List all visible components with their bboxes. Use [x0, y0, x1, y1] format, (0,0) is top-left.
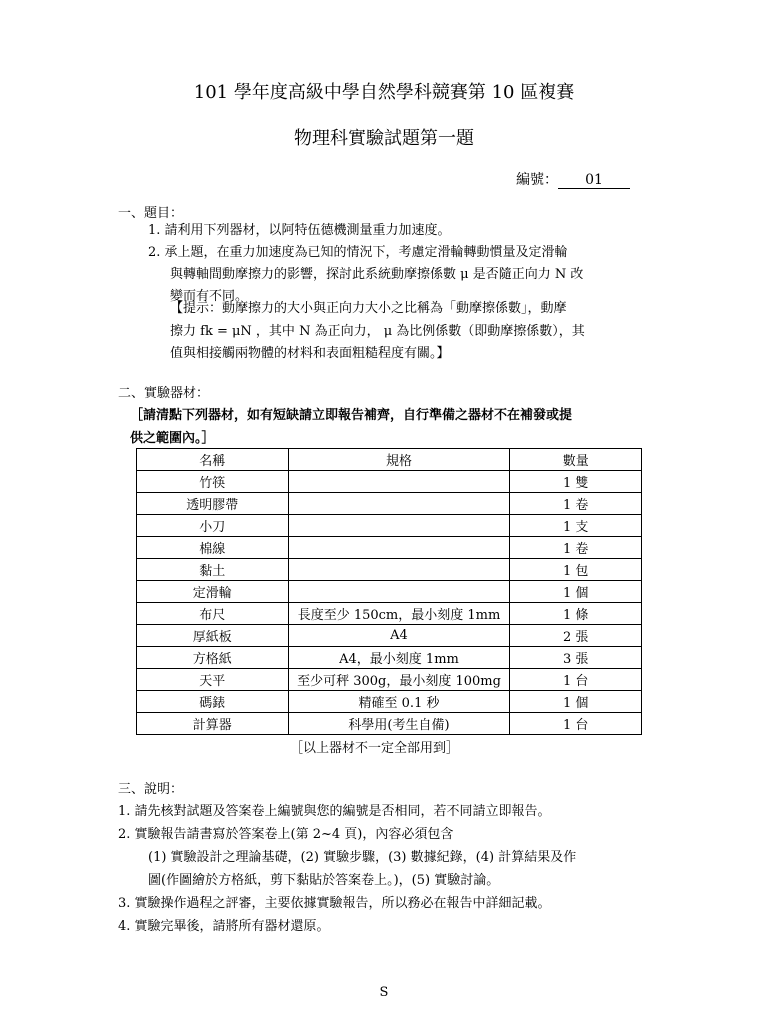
item-name-cell: 碼錶 — [137, 691, 289, 713]
table-row — [137, 669, 642, 691]
table-row — [137, 713, 642, 735]
table-row — [137, 471, 642, 493]
serial-label: 編號： — [516, 172, 558, 188]
item-qty-cell: 1 支 — [510, 515, 642, 537]
table-row — [137, 603, 642, 625]
section2-heading: 二、實驗器材： — [118, 386, 210, 401]
section1-item2-line3: 變而有不同。 — [170, 289, 249, 304]
item-spec-cell: A4 — [288, 625, 510, 647]
item-name-cell: 厚紙板 — [137, 625, 289, 647]
item-spec-cell: 規格 — [288, 449, 510, 471]
item-name-cell: 計算器 — [137, 713, 289, 735]
item-name-cell: 定滑輪 — [137, 581, 289, 603]
page-title: 101 學年度高級中學自然學科競賽第 10 區複賽 — [193, 82, 575, 103]
item-qty-cell: 1 條 — [510, 603, 642, 625]
item-spec-cell: 科學用(考生自備) — [288, 713, 510, 735]
item-qty-cell: 1 包 — [510, 559, 642, 581]
item-name-cell: 小刀 — [137, 515, 289, 537]
table-row — [137, 537, 642, 559]
table-row — [137, 647, 642, 669]
section3-item3: 3. 實驗操作過程之評審，主要依據實驗報告，所以務必在報告中詳細記載。 — [118, 896, 551, 911]
item-spec-cell: 長度至少 150cm，最小刻度 1mm — [288, 603, 510, 625]
serial-number — [516, 169, 630, 189]
item-spec-cell — [288, 581, 510, 603]
item-spec-cell — [288, 559, 510, 581]
item-name-cell: 名稱 — [137, 449, 289, 471]
item-name-cell: 竹筷 — [137, 471, 289, 493]
page-mark: S — [379, 985, 389, 1000]
section1-heading: 一、題目： — [118, 206, 184, 221]
item-spec-cell: 至少可秤 300g，最小刻度 100mg — [288, 669, 510, 691]
item-qty-cell: 1 個 — [510, 691, 642, 713]
section3-heading: 三、說明： — [118, 782, 184, 797]
section1-item1: 1. 請利用下列器材，以阿特伍德機測量重力加速度。 — [148, 223, 451, 238]
item-spec-cell — [288, 537, 510, 559]
item-qty-cell: 1 個 — [510, 581, 642, 603]
item-qty-cell: 數量 — [510, 449, 642, 471]
section3-item2: 2. 實驗報告請書寫於答案卷上(第 2~4 頁)，內容必須包含 — [118, 827, 454, 842]
table-row — [137, 625, 642, 647]
equipment-note-line2: 供之範圍內。］ — [130, 431, 215, 446]
section3-item2-sub2: 圖(作圖繪於方格紙，剪下黏貼於答案卷上。)，(5) 實驗討論。 — [148, 873, 500, 888]
table-row — [137, 691, 642, 713]
item-name-cell: 黏土 — [137, 559, 289, 581]
item-qty-cell: 2 張 — [510, 625, 642, 647]
item-spec-cell — [288, 515, 510, 537]
serial-value: 01 — [558, 172, 630, 189]
item-name-cell: 布尺 — [137, 603, 289, 625]
item-qty-cell: 1 卷 — [510, 493, 642, 515]
item-qty-cell: 1 台 — [510, 669, 642, 691]
table-note: ［以上器材不一定全部用到］ — [290, 741, 460, 756]
table-header-row — [137, 449, 642, 471]
section3-item1: 1. 請先核對試題及答案卷上編號與您的編號是否相同，若不同請立即報告。 — [118, 804, 551, 819]
item-name-cell: 方格紙 — [137, 647, 289, 669]
item-spec-cell — [288, 471, 510, 493]
table-row — [137, 559, 642, 581]
item-qty-cell: 3 張 — [510, 647, 642, 669]
page-subtitle: 物理科實驗試題第一題 — [294, 128, 474, 149]
section1-item2-line1: 2. 承上題，在重力加速度為已知的情況下，考慮定滑輪轉動慣量及定滑輪 — [148, 245, 568, 260]
hint-line1: 【提示：動摩擦力的大小與正向力大小之比稱為「動摩擦係數」，動摩 — [170, 301, 567, 316]
item-spec-cell: 精確至 0.1 秒 — [288, 691, 510, 713]
table-row — [137, 493, 642, 515]
section3-item4: 4. 實驗完畢後，請將所有器材還原。 — [118, 919, 330, 934]
equipment-note-line1: ［請清點下列器材，如有短缺請立即報告補齊，自行準備之器材不在補發或提 — [130, 408, 573, 423]
section3-item2-sub1: (1) 實驗設計之理論基礎，(2) 實驗步驟，(3) 數據紀錄，(4) 計算結果及作 — [148, 850, 577, 865]
item-spec-cell: A4，最小刻度 1mm — [288, 647, 510, 669]
item-qty-cell: 1 雙 — [510, 471, 642, 493]
item-name-cell: 天平 — [137, 669, 289, 691]
item-name-cell: 棉線 — [137, 537, 289, 559]
item-name-cell: 透明膠帶 — [137, 493, 289, 515]
equipment-table — [136, 448, 642, 735]
item-spec-cell — [288, 493, 510, 515]
item-qty-cell: 1 台 — [510, 713, 642, 735]
section1-item2-line2: 與轉軸間動摩擦力的影響，探討此系統動摩擦係數 μ 是否隨正向力 N 改 — [170, 267, 584, 282]
hint-line3: 值與相接觸兩物體的材料和表面粗糙程度有關。】 — [170, 346, 450, 361]
hint-line2: 擦力 fk = μN ，其中 N 為正向力， μ 為比例係數（即動摩擦係數），其 — [170, 324, 585, 339]
item-qty-cell: 1 卷 — [510, 537, 642, 559]
table-row — [137, 515, 642, 537]
table-row — [137, 581, 642, 603]
